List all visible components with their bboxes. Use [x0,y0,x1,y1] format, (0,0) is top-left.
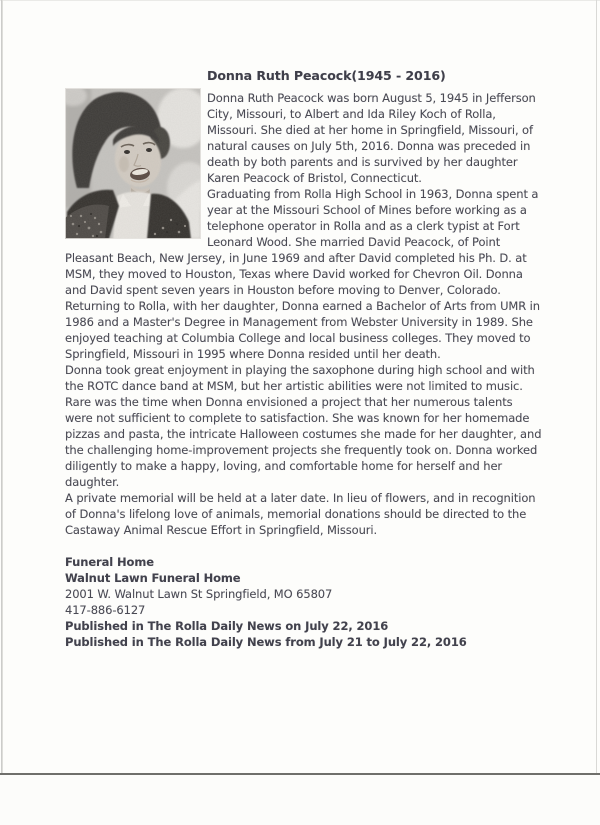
published-line-1: Published in The Rolla Daily News on July 22, 2016 [65,619,389,633]
obituary-paragraph-birth-death: Donna Ruth Peacock was born August 5, 1945 in Jefferson City, Missouri, to Albert and Ida Riley Koch of Rolla, Missouri. She died at her home in Springfield, Missouri, of natural causes on July 5th, 2016. Donna was preceded in death by both parents and is survived by her daughter Karen Peacock of Bristol, Connecticut. [207,91,536,185]
portrait-photo-image [65,88,201,239]
published-line-2: Published in The Rolla Daily News from July 21 to July 22, 2016 [65,635,467,649]
portrait-photo [65,88,201,239]
obituary-paragraph-talents-home: Donna took great enjoyment in playing the saxophone during high school and with the ROTC dance band at MSM, but her artistic abilities were not limited to music. Rare was the time when Donna envisioned a project that her numerous talents were not sufficient to complete to satisfaction. She was known for her homemade pizzas and pasta, the intricate Halloween costumes she made for her daughter, and the challenging home-improvement projects she frequently took on. Donna worked diligently to make a happy, loving, and comfortable home for herself and her daughter. [65,363,542,489]
obituary-paragraph-degrees-teaching: Returning to Rolla, with her daughter, Donna earned a Bachelor of Arts from UMR in 1986 and a Master's Degree in Management from Webster University in 1989. She enjoyed teaching at Columbia College and local business colleges. They moved to Springfield, Missouri in 1995 where Donna resided until her death. [65,299,540,361]
scan-edge-top [0,0,600,1]
obituary-paragraph-education-marriage: Graduating from Rolla High School in 1963, Donna spent a year at the Missouri School of Mines before working as a telephone operator in Rolla and as a clerk typist at Fort Leonard Wood. She married David Peacock, of Point Pleasant Beach, New Jersey, in June 1969 and after David completed his Ph. D. at MSM, they moved to Houston, Texas where David worked for Chevron Oil. Donna and David spent seven years in Houston before moving to Denver, Colorado. [65,187,539,297]
obituary-title: Donna Ruth Peacock(1945 - 2016) [207,68,446,83]
funeral-home-section-label: Funeral Home [65,555,154,569]
obituary-article [65,64,542,650]
funeral-home-phone: 417-886-6127 [65,603,146,617]
obituary-paragraph-memorial-donations: A private memorial will be held at a later date. In lieu of flowers, and in recognition of Donna's lifelong love of animals, memorial donations should be directed to the Castaway Animal Rescue Effort in Springfield, Missouri. [65,491,536,537]
scanner-background-strip [0,775,600,825]
funeral-home-name: Walnut Lawn Funeral Home [65,571,241,585]
scan-edge-left [1,0,3,776]
funeral-home-address: 2001 W. Walnut Lawn St Springfield, MO 65807 [65,587,333,601]
scan-edge-right [596,0,597,776]
